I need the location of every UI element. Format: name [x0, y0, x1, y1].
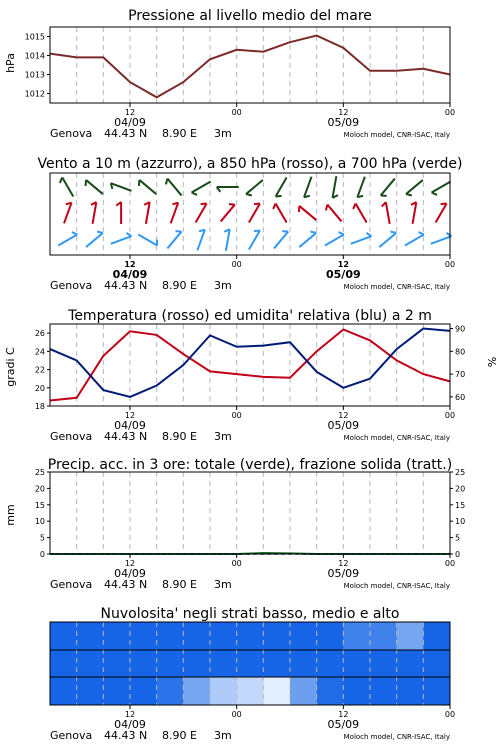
- y-tick-label: 0: [455, 550, 461, 559]
- wind-feather: [390, 231, 396, 232]
- wind-shaft: [86, 233, 103, 247]
- cloud-cell: [237, 650, 264, 677]
- location-city: Genova: [50, 430, 93, 443]
- cloud-cell: [237, 622, 264, 650]
- cloud-cell: [263, 650, 290, 677]
- cloud-cell: [157, 622, 184, 650]
- location-lat: 44.43 N: [104, 127, 148, 140]
- wind-barb: [249, 230, 260, 249]
- y-tick-label: 25: [455, 468, 466, 477]
- temperature-line: [50, 329, 450, 400]
- wind-barb: [138, 235, 157, 246]
- cloud-cell: [397, 622, 424, 650]
- wind-barb: [111, 233, 132, 244]
- date-label: 05/09: [327, 116, 360, 129]
- y-tick-label: 20: [455, 484, 466, 494]
- x-tick-label: 00: [231, 710, 242, 719]
- x-tick-label: 12: [338, 108, 349, 117]
- x-tick-label: 12: [338, 411, 349, 420]
- wind-feather: [326, 205, 327, 211]
- date-label: 04/09: [112, 268, 148, 281]
- wind-shaft: [274, 232, 288, 249]
- x-tick-label: 00: [231, 411, 242, 420]
- model-credit: Moloch model, CNR-ISAC, Italy: [343, 131, 450, 139]
- y-tick-label: 15: [34, 500, 45, 510]
- location-lon: 8.90 E: [162, 729, 197, 742]
- cloud-cell: [50, 677, 77, 705]
- precip-plot-frame: [50, 472, 450, 554]
- cloud-cell: [77, 677, 104, 705]
- wind-feather: [353, 203, 355, 208]
- wind-shaft: [379, 233, 396, 247]
- wind-feather: [72, 232, 77, 234]
- location-lon: 8.90 E: [162, 127, 197, 140]
- wind-barb: [64, 203, 72, 224]
- wind-shaft: [192, 182, 211, 193]
- y-tick-label: 0: [39, 550, 45, 559]
- cloud-cell: [183, 622, 210, 650]
- wind-barb: [333, 176, 338, 198]
- wind-barb: [167, 231, 181, 248]
- location-city: Genova: [50, 578, 93, 591]
- wind-barb: [382, 202, 390, 224]
- cloud-cell: [183, 677, 210, 705]
- y-tick-label: 5: [455, 533, 461, 543]
- wind-feather: [246, 194, 252, 195]
- wind-shaft: [226, 229, 230, 251]
- location-alt: 3m: [214, 430, 232, 443]
- model-credit: Moloch model, CNR-ISAC, Italy: [343, 283, 450, 291]
- y-tick-label: 10: [455, 517, 466, 527]
- wind-barb: [381, 179, 395, 196]
- wind-feather: [60, 177, 62, 182]
- wind-barb: [325, 232, 344, 245]
- pressure-ylabel: hPa: [4, 53, 17, 73]
- wind-feather: [254, 230, 260, 231]
- wind-barb: [196, 203, 207, 222]
- wind-feather: [201, 203, 207, 204]
- location-city: Genova: [50, 127, 93, 140]
- wind-shaft: [58, 235, 77, 246]
- y-tick-label: 20: [34, 484, 45, 494]
- location-city: Genova: [50, 729, 93, 742]
- model-credit: Moloch model, CNR-ISAC, Italy: [343, 434, 450, 442]
- wind-barb: [166, 179, 182, 196]
- cloud-cell: [423, 622, 450, 650]
- humidity-line: [50, 329, 450, 397]
- wind-title: Vento a 10 m (azzurro), a 850 hPa (rosso), a 700 hPa (verde): [37, 156, 463, 172]
- wind-barb: [60, 177, 73, 196]
- wind-barb: [58, 232, 77, 245]
- y-tick-label: 20: [34, 383, 45, 393]
- cloud-cell: [210, 650, 237, 677]
- wind-barb: [411, 202, 416, 224]
- cloud-title: Nuvolosita' negli strati basso, medio e alto: [100, 606, 400, 622]
- wind-shaft: [167, 232, 181, 249]
- temp-plot-frame: [50, 324, 450, 406]
- wind-feather: [192, 193, 197, 195]
- wind-feather: [418, 232, 423, 234]
- wind-feather: [276, 196, 282, 197]
- wind-barb: [405, 232, 424, 245]
- wind-shaft: [197, 230, 205, 251]
- x-tick-label: 00: [444, 710, 456, 719]
- y-tick-label: 1015: [24, 32, 45, 42]
- cloud-cell: [77, 622, 104, 650]
- humidity-ylabel: %: [485, 356, 498, 368]
- cloud-cell: [290, 650, 317, 677]
- wind-shaft: [171, 203, 179, 224]
- temp-title: Temperatura (rosso) ed umidita' relativa (blu) a 2 m: [68, 308, 432, 324]
- y-tick-label: 5: [39, 533, 45, 543]
- wind-barb: [246, 180, 263, 196]
- wind-barb: [351, 233, 372, 244]
- wind-panel: [37, 156, 462, 292]
- wind-feather: [432, 193, 437, 195]
- y-tick-label: 1014: [24, 51, 45, 61]
- date-label: 04/09: [114, 419, 146, 432]
- cloud-cell: [77, 650, 104, 677]
- wind-barb: [353, 203, 366, 222]
- wind-barb: [273, 203, 286, 222]
- wind-barb: [144, 202, 149, 224]
- y-tick-label: 70: [455, 370, 466, 380]
- cloud-cell: [290, 622, 317, 650]
- wind-barb: [304, 177, 312, 198]
- cloud-cell: [157, 677, 184, 705]
- precip-panel: [4, 457, 465, 591]
- pressure-plot-frame: [50, 27, 450, 103]
- wind-feather: [406, 194, 412, 195]
- wind-shaft: [139, 180, 156, 194]
- cloud-cell: [130, 622, 157, 650]
- model-credit: Moloch model, CNR-ISAC, Italy: [343, 733, 450, 741]
- x-tick-label: 00: [231, 108, 242, 117]
- wind-barb: [436, 203, 447, 222]
- cloud-cell: [397, 650, 424, 677]
- cloud-cell: [370, 650, 397, 677]
- x-tick-label: 00: [231, 559, 242, 568]
- cloud-cell: [317, 677, 344, 705]
- wind-barb: [274, 231, 288, 248]
- precip-ylabel: mm: [4, 504, 17, 526]
- x-tick-label: 00: [444, 559, 456, 568]
- pressure-title: Pressione al livello medio del mare: [128, 8, 372, 24]
- wind-shaft: [405, 235, 424, 246]
- wind-shaft: [325, 235, 344, 246]
- location-alt: 3m: [214, 729, 232, 742]
- wind-shaft: [431, 236, 452, 244]
- wind-barb: [86, 231, 103, 247]
- temp-panel: [4, 308, 498, 443]
- pressure-line: [50, 36, 450, 98]
- wind-shaft: [351, 236, 372, 244]
- wind-barb: [276, 177, 287, 196]
- wind-barb: [197, 230, 205, 251]
- wind-shaft: [276, 177, 287, 196]
- cloud-cell: [130, 650, 157, 677]
- cloud-cell: [50, 622, 77, 650]
- x-tick-label: 00: [231, 260, 242, 269]
- wind-shaft: [304, 177, 312, 198]
- wind-feather: [310, 231, 316, 232]
- wind-barb: [326, 205, 342, 222]
- wind-shaft: [111, 236, 132, 244]
- location-alt: 3m: [214, 127, 232, 140]
- wind-shaft: [196, 203, 207, 222]
- wind-shaft: [221, 205, 235, 222]
- x-tick-label: 12: [124, 710, 136, 719]
- cloud-cell: [103, 650, 130, 677]
- x-tick-label: 00: [444, 411, 456, 420]
- wind-shaft: [432, 182, 451, 193]
- wind-shaft: [299, 206, 316, 220]
- cloud-cell: [103, 677, 130, 705]
- cloud-cell: [210, 622, 237, 650]
- wind-shaft: [356, 203, 367, 222]
- y-tick-label: 80: [455, 347, 466, 357]
- x-tick-label: 12: [337, 260, 349, 269]
- y-tick-label: 25: [34, 468, 45, 477]
- cloud-cell: [263, 677, 290, 705]
- wind-barb: [357, 177, 365, 198]
- wind-shaft: [62, 177, 73, 196]
- y-tick-label: 10: [34, 517, 45, 527]
- wind-barb: [224, 229, 229, 251]
- pressure-panel: [4, 8, 455, 140]
- cloud-cell: [237, 677, 264, 705]
- location-lon: 8.90 E: [162, 578, 197, 591]
- wind-feather: [97, 231, 103, 232]
- cloud-cell: [290, 677, 317, 705]
- wind-feather: [166, 179, 167, 185]
- wind-feather: [441, 203, 447, 204]
- wind-barb: [111, 183, 132, 191]
- y-tick-label: 60: [455, 392, 466, 402]
- cloud-cell: [423, 677, 450, 705]
- cloud-cell: [317, 622, 344, 650]
- temp-ylabel: gradi C: [4, 347, 17, 387]
- y-tick-label: 15: [455, 500, 466, 510]
- date-label: 04/09: [114, 116, 146, 129]
- wind-shaft: [249, 203, 260, 222]
- date-label: 05/09: [326, 268, 361, 281]
- y-tick-label: 90: [455, 324, 466, 334]
- x-tick-label: 12: [124, 559, 136, 568]
- cloud-cell: [370, 677, 397, 705]
- date-label: 05/09: [327, 567, 360, 580]
- wind-barb: [299, 231, 316, 247]
- wind-barb: [91, 202, 96, 224]
- x-tick-label: 12: [124, 108, 136, 117]
- y-tick-label: 22: [34, 365, 45, 375]
- wind-shaft: [357, 177, 365, 198]
- cloud-cell: [343, 677, 370, 705]
- y-tick-label: 1013: [24, 70, 45, 80]
- cloud-cell: [130, 677, 157, 705]
- cloud-cell: [423, 650, 450, 677]
- date-label: 05/09: [327, 419, 360, 432]
- wind-barb: [192, 182, 211, 195]
- location-lat: 44.43 N: [104, 578, 148, 591]
- x-tick-label: 00: [444, 260, 456, 269]
- y-tick-label: 18: [34, 402, 45, 411]
- wind-feather: [273, 203, 275, 208]
- wind-shaft: [276, 203, 287, 222]
- wind-barb: [379, 231, 396, 247]
- location-alt: 3m: [214, 279, 232, 292]
- wind-shaft: [406, 180, 423, 194]
- cloud-cell: [397, 677, 424, 705]
- wind-shaft: [381, 179, 395, 196]
- location-lat: 44.43 N: [104, 729, 148, 742]
- y-tick-label: 1012: [24, 89, 45, 99]
- wind-barb: [171, 203, 179, 224]
- cloud-cell: [317, 650, 344, 677]
- wind-barb: [217, 187, 239, 192]
- wind-shaft: [333, 176, 337, 198]
- precip-title: Precip. acc. in 3 ore: totale (verde), frazione solida (tratt.): [47, 457, 453, 473]
- location-lon: 8.90 E: [162, 279, 197, 292]
- wind-shaft: [327, 205, 341, 222]
- wind-shaft: [386, 202, 390, 224]
- wind-shaft: [413, 202, 417, 224]
- wind-shaft: [93, 202, 97, 224]
- x-tick-label: 00: [444, 108, 456, 117]
- wind-feather: [366, 233, 371, 236]
- wind-barb: [299, 206, 316, 220]
- wind-barb: [139, 180, 156, 194]
- y-tick-label: 26: [34, 329, 45, 339]
- model-credit: Moloch model, CNR-ISAC, Italy: [343, 582, 450, 590]
- wind-feather: [157, 240, 158, 246]
- date-label: 04/09: [114, 718, 146, 731]
- date-label: 04/09: [114, 567, 146, 580]
- wind-shaft: [436, 203, 447, 222]
- cloud-panel: [50, 606, 455, 742]
- location-lat: 44.43 N: [104, 279, 148, 292]
- location-city: Genova: [50, 279, 93, 292]
- location-lon: 8.90 E: [162, 430, 197, 443]
- wind-feather: [126, 233, 131, 236]
- wind-feather: [446, 233, 451, 236]
- wind-shaft: [246, 180, 263, 194]
- wind-shaft: [146, 202, 150, 224]
- cloud-cell: [50, 650, 77, 677]
- cloud-cell: [183, 650, 210, 677]
- wind-barb: [86, 180, 103, 194]
- wind-shaft: [86, 180, 103, 194]
- wind-barb: [431, 233, 452, 244]
- wind-barb: [116, 202, 121, 224]
- x-tick-label: 12: [124, 260, 136, 269]
- cloud-cell: [263, 622, 290, 650]
- wind-barb: [249, 203, 260, 222]
- wind-shaft: [64, 203, 72, 224]
- wind-barb: [406, 180, 423, 196]
- date-label: 05/09: [327, 718, 360, 731]
- wind-shaft: [111, 183, 132, 191]
- x-tick-label: 12: [124, 411, 136, 420]
- location-lat: 44.43 N: [104, 430, 148, 443]
- wind-feather: [338, 232, 343, 234]
- cloud-cell: [343, 622, 370, 650]
- wind-shaft: [138, 235, 157, 246]
- x-tick-label: 12: [338, 559, 349, 568]
- cloud-cell: [210, 677, 237, 705]
- cloud-cell: [157, 650, 184, 677]
- cloud-cell: [343, 650, 370, 677]
- wind-shaft: [249, 230, 260, 249]
- wind-feather: [254, 203, 260, 204]
- location-alt: 3m: [214, 578, 232, 591]
- x-tick-label: 12: [338, 710, 349, 719]
- wind-shaft: [167, 179, 181, 196]
- y-tick-label: 24: [34, 347, 45, 357]
- cloud-cell: [370, 622, 397, 650]
- cloud-cell: [103, 622, 130, 650]
- wind-shaft: [299, 233, 316, 247]
- wind-barb: [221, 204, 235, 221]
- wind-barb: [432, 182, 451, 195]
